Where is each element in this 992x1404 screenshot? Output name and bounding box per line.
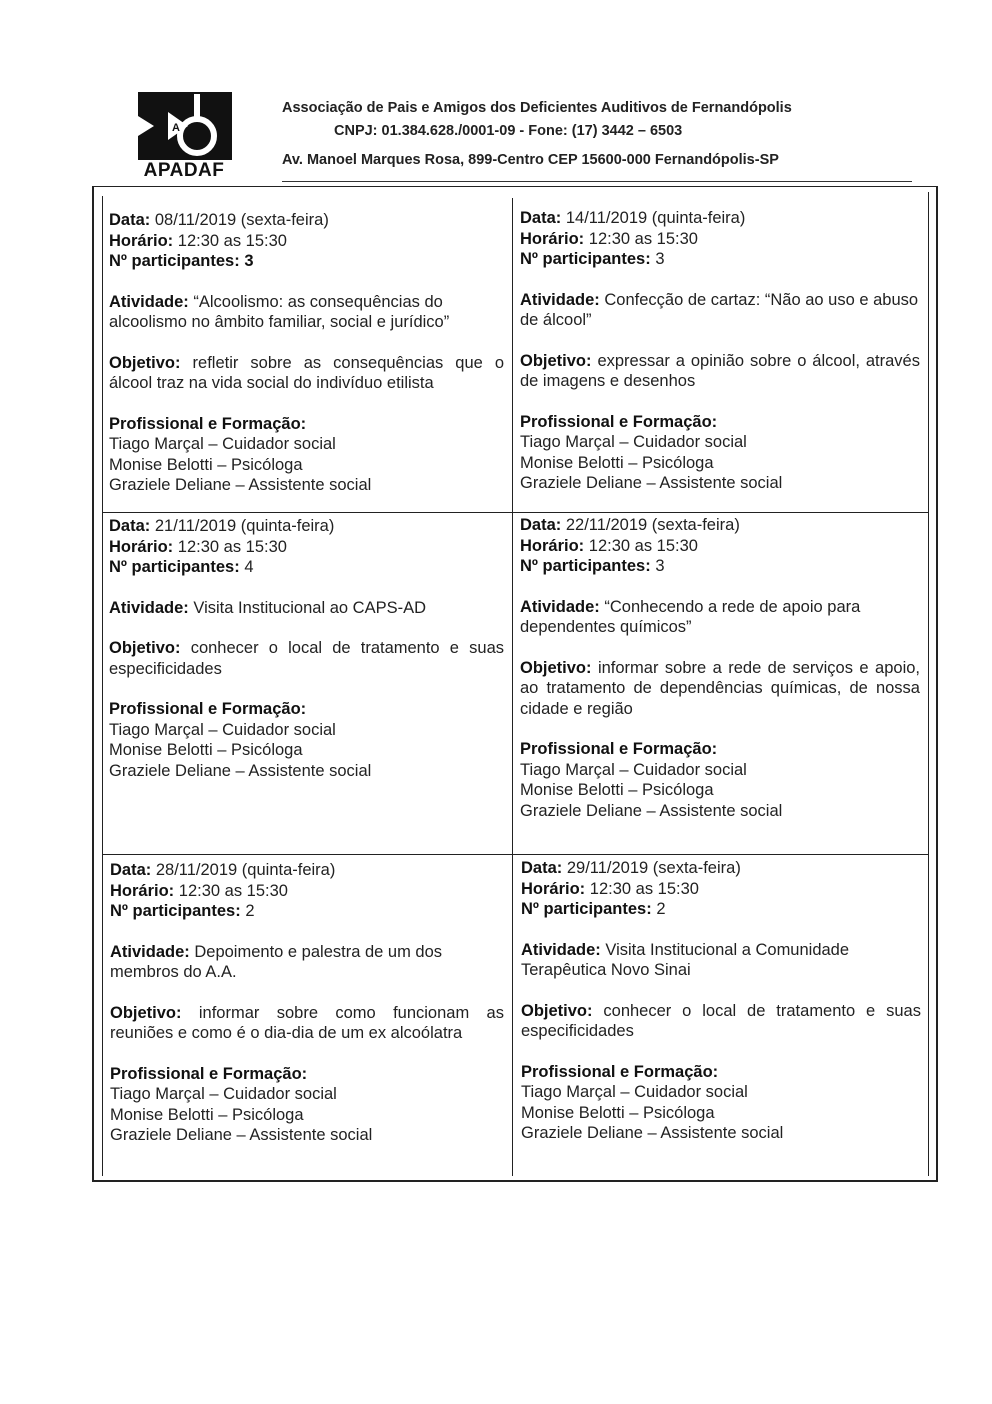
activity-cell [520,208,920,494]
professional-item: Graziele Deliane – Assistente social [109,761,372,780]
horario-value: 12:30 as 15:30 [588,229,698,248]
participantes-value: 3 [655,250,665,268]
professional-item: Monise Belotti – Psicóloga [520,781,714,799]
profissional-label: Profissional e Formação: [110,1064,308,1083]
professional-item: Monise Belotti – Psicóloga [521,1103,715,1122]
horario-value: 12:30 as 15:30 [178,881,288,900]
atividade-value: Visita Institucional ao CAPS-AD [193,598,426,617]
atividade-label: Atividade: [520,597,600,616]
participantes-value: 2 [656,900,666,918]
objetivo-value: informar sobre a rede de serviços e apoio, ao tratamento de dependências químicas, de nossa cidade e região [520,658,920,718]
table-border-top [92,186,938,187]
profissional-label: Profissional e Formação: [520,412,718,431]
activity-cell [521,858,921,1144]
table-border-bottom [92,1180,938,1182]
data-value: 14/11/2019 (quinta-feira) [565,209,746,227]
atividade-label: Atividade: [521,940,601,959]
column-divider [512,198,513,1176]
atividade-label: Atividade: [109,598,189,617]
address: Av. Manoel Marques Rosa, 899-Centro CEP 15600-000 Fernandópolis-SP [282,152,779,168]
horario-label: Horário: [520,229,585,248]
data-label: Data: [521,859,563,877]
profissional-label: Profissional e Formação: [109,700,307,718]
objetivo-label: Objetivo: [520,351,592,370]
row-divider-1 [102,512,928,513]
inner-border-right [928,192,929,1176]
professional-item: Tiago Marçal – Cuidador social [110,1085,337,1103]
professional-item: Tiago Marçal – Cuidador social [521,1083,748,1101]
activity-cell [520,515,920,821]
activity-cell [109,516,504,781]
professional-item: Tiago Marçal – Cuidador social [109,720,336,739]
horario-value: 12:30 as 15:30 [589,879,699,898]
horario-label: Horário: [521,879,586,898]
atividade-label: Atividade: [109,292,189,311]
data-label: Data: [109,211,151,229]
atividade-value: “Alcoolismo: as consequências do alcoolismo no âmbito familiar, social e jurídico” [109,292,450,331]
data-value: 21/11/2019 (quinta-feira) [154,517,335,535]
objetivo-value: conhecer o local de tratamento e suas especificidades [521,1001,921,1040]
atividade-value: Visita Institucional a Comunidade Terapêutica Novo Sinai [521,940,850,979]
profissional-label: Profissional e Formação: [520,740,718,758]
inner-border-left [102,196,103,1176]
table-border-right [936,186,938,1182]
professional-item: Graziele Deliane – Assistente social [520,801,783,820]
objetivo-label: Objetivo: [521,1001,593,1020]
atividade-label: Atividade: [110,942,190,961]
participantes-label: Nº participantes: [110,902,241,920]
org-name: Associação de Pais e Amigos dos Deficientes Auditivos de Fernandópolis [282,100,792,116]
profissional-label: Profissional e Formação: [109,414,307,433]
horario-value: 12:30 as 15:30 [177,537,287,556]
professional-item: Tiago Marçal – Cuidador social [520,433,747,451]
objetivo-label: Objetivo: [109,353,181,372]
professional-item: Tiago Marçal – Cuidador social [109,435,336,453]
horario-value: 12:30 as 15:30 [588,536,698,555]
activity-cell [110,860,504,1146]
professional-item: Monise Belotti – Psicóloga [109,455,303,474]
horario-value: 12:30 as 15:30 [177,231,287,250]
professional-item: Graziele Deliane – Assistente social [110,1126,373,1144]
participantes-label: Nº participantes: [521,900,652,918]
participantes-label: Nº participantes: [109,558,240,576]
ear-logo-icon [134,90,236,162]
atividade-value: “Conhecendo a rede de apoio para dependentes químicos” [520,597,861,636]
horario-label: Horário: [110,881,175,900]
row-divider-2 [102,854,928,855]
professional-item: Tiago Marçal – Cuidador social [520,760,747,779]
objetivo-value: refletir sobre as consequências que o álcool traz na vida social do indivíduo etilista [109,353,504,392]
svg-text:A: A [172,122,180,134]
participantes-label: Nº participantes: [520,557,651,575]
data-value: 28/11/2019 (quinta-feira) [155,861,336,879]
data-value: 29/11/2019 (sexta-feira) [566,859,741,877]
professional-item: Monise Belotti – Psicóloga [109,741,303,759]
professional-item: Monise Belotti – Psicóloga [520,453,714,472]
data-value: 22/11/2019 (sexta-feira) [565,516,740,534]
objetivo-label: Objetivo: [109,639,181,657]
objetivo-value: conhecer o local de tratamento e suas especificidades [109,639,504,678]
data-label: Data: [520,209,562,227]
logo-text: APADAF [143,160,225,181]
objetivo-value: informar sobre como funcionam as reuniões e como é o dia-dia de um ex alcoólatra [110,1003,504,1042]
horario-label: Horário: [520,536,585,555]
participantes-label: Nº participantes: [520,250,651,268]
atividade-label: Atividade: [520,290,600,309]
cnpj-phone: CNPJ: 01.384.628./0001-09 - Fone: (17) 3442 – 6503 [334,123,683,139]
objetivo-value: expressar a opinião sobre o álcool, através de imagens e desenhos [520,351,920,390]
activity-cell [109,210,504,496]
professional-item: Monise Belotti – Psicóloga [110,1105,304,1124]
data-value: 08/11/2019 (sexta-feira) [154,211,329,229]
atividade-value: Depoimento e palestra de um dos membros do A.A. [110,942,443,981]
participantes-label: Nº participantes: [109,252,240,270]
professional-item: Graziele Deliane – Assistente social [521,1124,784,1142]
header-divider [282,181,912,182]
atividade-value: Confecção de cartaz: “Não ao uso e abuso de álcool” [520,290,919,329]
professional-item: Graziele Deliane – Assistente social [109,476,372,494]
data-label: Data: [520,516,562,534]
participantes-value: 2 [245,902,255,920]
horario-label: Horário: [109,537,174,556]
participantes-value: 3 [244,252,254,270]
profissional-label: Profissional e Formação: [521,1062,719,1081]
objetivo-label: Objetivo: [520,658,592,677]
horario-label: Horário: [109,231,174,250]
professional-item: Graziele Deliane – Assistente social [520,474,783,492]
data-label: Data: [110,861,152,879]
participantes-value: 4 [244,558,254,576]
data-label: Data: [109,517,151,535]
objetivo-label: Objetivo: [110,1003,182,1022]
participantes-value: 3 [655,557,665,575]
table-border-left [92,186,94,1182]
